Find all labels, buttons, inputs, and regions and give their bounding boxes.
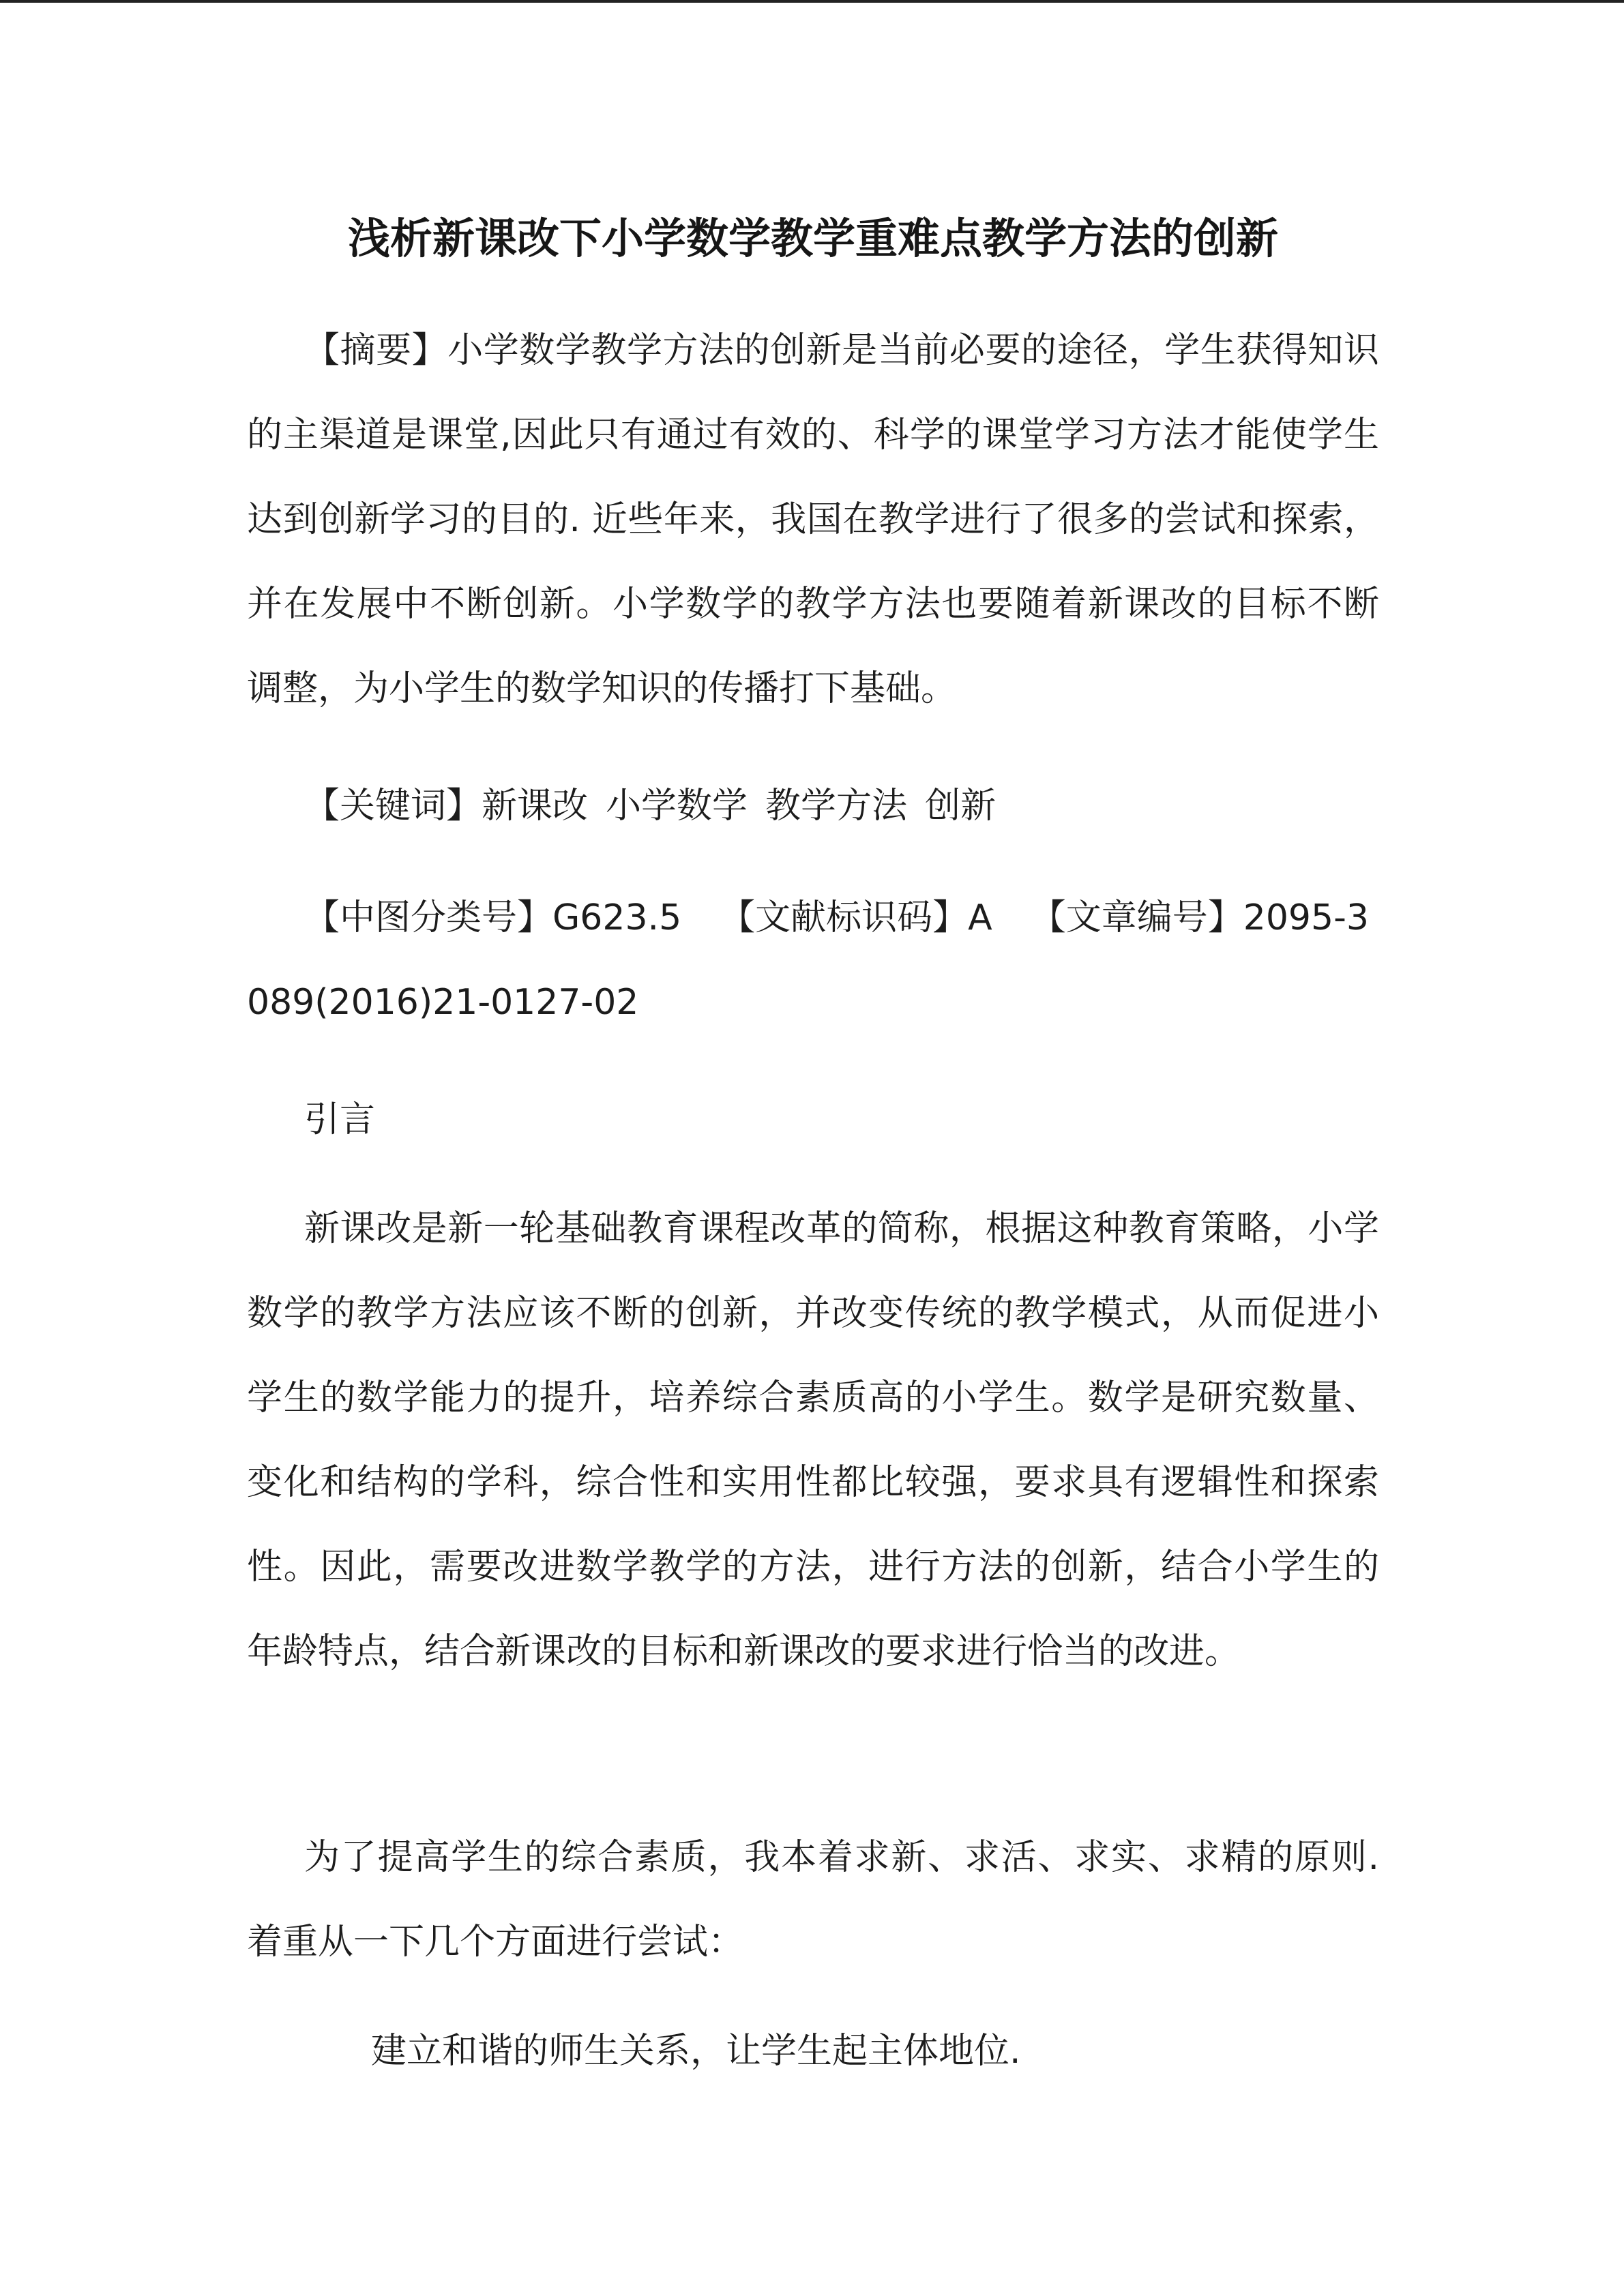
point-one-heading: 建立和谐的师生关系，让学生起主体地位.	[371, 2031, 1021, 2072]
keyword-item: 教学方法	[765, 786, 908, 826]
document-code: 【文献标识码】A	[720, 897, 992, 938]
keyword-item: 小学数学	[606, 786, 748, 826]
intro-heading: 引言	[304, 1099, 376, 1140]
article-title: 浅析新课改下小学数学教学重难点教学方法的创新	[347, 213, 1278, 263]
abstract-paragraph: 【摘要】小学数学教学方法的创新是当前必要的途径，学生获得知识的主渠道是课堂,因此只有通过有效的、科学的课堂学习方法才能使学生达到创新学习的目的. 近些年来，我国在教学进行了很多的尝试和探索，并在发展中不断创新。小学数学的教学方法也要随着新课改的目标不断调整，为小学生的数学知识的传播打下基础。	[247, 330, 1379, 709]
attempt-paragraph: 为了提高学生的综合素质，我本着求新、求活、求实、求精的原则. 着重从一下几个方面进行尝试：	[247, 1837, 1379, 1963]
keyword-item: 新课改	[482, 786, 589, 826]
intro-paragraph: 新课改是新一轮基础教育课程改革的简称，根据这种教育策略，小学数学的教学方法应该不断的创新，并改变传统的教学模式，从而促进小学生的数学能力的提升，培养综合素质高的小学生。数学是研究数量、变化和结构的学科，综合性和实用性都比较强，要求具有逻辑性和探索性。因此，需要改进数学教学的方法，进行方法的创新，结合小学生的年龄特点，结合新课改的目标和新课改的要求进行恰当的改进。	[247, 1208, 1379, 1672]
top-border-line	[0, 0, 1624, 3]
clc-number: 【中图分类号】G623.5	[304, 897, 682, 938]
article-number: 【文章编号】2095-3089(2016)21-0127-02	[247, 897, 1369, 1023]
keyword-item: 创新	[925, 786, 996, 826]
classification-line	[247, 876, 1379, 1045]
keywords-label: 【关键词】	[304, 786, 482, 826]
keywords-line	[247, 764, 1379, 848]
